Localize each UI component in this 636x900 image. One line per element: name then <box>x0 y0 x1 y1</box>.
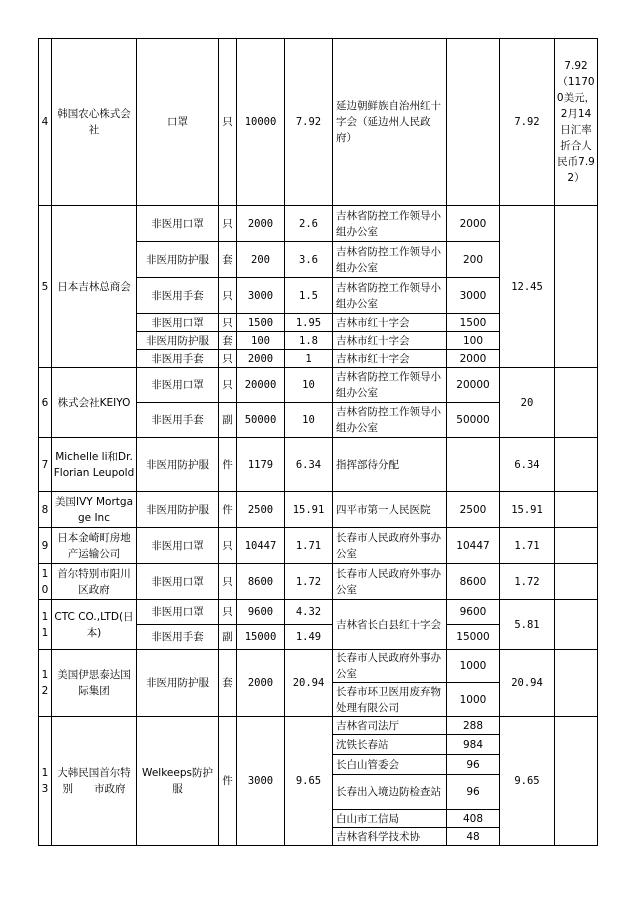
donor-cell: 韩国农心株式会社 <box>52 39 137 206</box>
value: 1.5 <box>285 278 333 314</box>
total: 1.71 <box>500 528 555 564</box>
item-name: 非医用口罩 <box>137 206 219 242</box>
note <box>555 438 598 492</box>
table-row <box>39 39 598 206</box>
recipient-quantity: 48 <box>447 828 500 846</box>
donor-cell: 株式会社KEIYO <box>52 368 137 438</box>
quantity: 2000 <box>237 350 285 368</box>
recipient-quantity: 96 <box>447 755 500 775</box>
donor-cell: 美国伊思泰达国际集团 <box>52 650 137 717</box>
recipient: 吉林省防控工作领导小组办公室 <box>333 206 447 242</box>
donor-cell: 大韩民国首尔特别 市政府 <box>52 717 137 846</box>
value: 1.8 <box>285 332 333 350</box>
value: 1.72 <box>285 564 333 600</box>
recipient: 长春市人民政府外事办公室 <box>333 528 447 564</box>
value: 2.6 <box>285 206 333 242</box>
item-name: 非医用手套 <box>137 403 219 438</box>
recipient: 吉林市红十字会 <box>333 314 447 332</box>
recipient-quantity: 3000 <box>447 278 500 314</box>
item-name: Welkeeps防护服 <box>137 717 219 846</box>
note <box>555 650 598 717</box>
quantity: 2500 <box>237 492 285 528</box>
table-row <box>39 528 598 564</box>
unit: 只 <box>219 206 237 242</box>
row-number: 11 <box>39 600 52 650</box>
recipient: 吉林省长白县红十字会 <box>333 600 447 650</box>
recipient: 吉林市红十字会 <box>333 350 447 368</box>
table-row <box>39 438 598 492</box>
recipient-quantity: 50000 <box>447 403 500 438</box>
total: 6.34 <box>500 438 555 492</box>
quantity: 20000 <box>237 368 285 403</box>
donor-cell: 日本吉林总商会 <box>52 206 137 368</box>
recipient: 吉林省科学技术协 <box>333 828 447 846</box>
quantity: 10447 <box>237 528 285 564</box>
value: 1.49 <box>285 625 333 650</box>
row-number: 4 <box>39 39 52 206</box>
recipient: 吉林省防控工作领导小组办公室 <box>333 403 447 438</box>
recipient-quantity: 20000 <box>447 368 500 403</box>
item-name: 非医用防护服 <box>137 438 219 492</box>
value: 1 <box>285 350 333 368</box>
unit: 套 <box>219 332 237 350</box>
table-row <box>39 600 598 625</box>
item-name: 非医用口罩 <box>137 600 219 625</box>
recipient: 长春市人民政府外事办公室 <box>333 650 447 683</box>
note <box>555 717 598 846</box>
quantity: 3000 <box>237 278 285 314</box>
item-name: 非医用防护服 <box>137 242 219 278</box>
note <box>555 368 598 438</box>
donor-cell: 首尔特别市阳川区政府 <box>52 564 137 600</box>
note <box>555 206 598 368</box>
recipient: 四平市第一人民医院 <box>333 492 447 528</box>
recipient-quantity: 1000 <box>447 650 500 683</box>
note <box>555 600 598 650</box>
recipient: 吉林省司法厅 <box>333 717 447 735</box>
item-name: 非医用防护服 <box>137 332 219 350</box>
total: 7.92 <box>500 39 555 206</box>
row-number: 13 <box>39 717 52 846</box>
value: 1.71 <box>285 528 333 564</box>
recipient-quantity: 15000 <box>447 625 500 650</box>
unit: 只 <box>219 278 237 314</box>
total: 1.72 <box>500 564 555 600</box>
recipient: 长白山管委会 <box>333 755 447 775</box>
recipient-quantity: 2000 <box>447 206 500 242</box>
item-name: 非医用手套 <box>137 625 219 650</box>
item-name: 非医用口罩 <box>137 528 219 564</box>
row-number: 6 <box>39 368 52 438</box>
value: 7.92 <box>285 39 333 206</box>
donor-cell: 日本金崎町房地产运输公司 <box>52 528 137 564</box>
note <box>555 564 598 600</box>
value: 20.94 <box>285 650 333 717</box>
unit: 只 <box>219 314 237 332</box>
value: 3.6 <box>285 242 333 278</box>
recipient-quantity: 200 <box>447 242 500 278</box>
row-number: 8 <box>39 492 52 528</box>
donor-cell: 美国IVY Mortgage Inc <box>52 492 137 528</box>
recipient: 吉林省防控工作领导小组办公室 <box>333 368 447 403</box>
unit: 件 <box>219 492 237 528</box>
quantity: 1500 <box>237 314 285 332</box>
recipient: 长春市环卫医用废弃物处理有限公司 <box>333 683 447 717</box>
item-name: 非医用手套 <box>137 350 219 368</box>
quantity: 3000 <box>237 717 285 846</box>
quantity: 100 <box>237 332 285 350</box>
note: 7.92（11700美元，2月14日汇率折合人民币7.92） <box>555 39 598 206</box>
recipient-quantity: 984 <box>447 735 500 755</box>
recipient-quantity: 2000 <box>447 350 500 368</box>
recipient-quantity: 1500 <box>447 314 500 332</box>
table-row <box>39 564 598 600</box>
row-number: 5 <box>39 206 52 368</box>
total: 5.81 <box>500 600 555 650</box>
note <box>555 492 598 528</box>
recipient: 白山市工信局 <box>333 810 447 828</box>
quantity: 15000 <box>237 625 285 650</box>
recipient-quantity: 1000 <box>447 683 500 717</box>
recipient: 指挥部待分配 <box>333 438 447 492</box>
unit: 只 <box>219 39 237 206</box>
unit: 只 <box>219 564 237 600</box>
unit: 副 <box>219 403 237 438</box>
value: 10 <box>285 403 333 438</box>
item-name: 口罩 <box>137 39 219 206</box>
table-row <box>39 368 598 403</box>
unit: 件 <box>219 438 237 492</box>
row-number: 9 <box>39 528 52 564</box>
unit: 件 <box>219 717 237 846</box>
row-number: 7 <box>39 438 52 492</box>
quantity: 200 <box>237 242 285 278</box>
table-row <box>39 717 598 735</box>
table-row <box>39 492 598 528</box>
quantity: 8600 <box>237 564 285 600</box>
unit: 套 <box>219 242 237 278</box>
recipient: 吉林省防控工作领导小组办公室 <box>333 278 447 314</box>
value: 10 <box>285 368 333 403</box>
quantity: 2000 <box>237 650 285 717</box>
recipient-quantity: 408 <box>447 810 500 828</box>
recipient: 长春市人民政府外事办公室 <box>333 564 447 600</box>
recipient-quantity: 10447 <box>447 528 500 564</box>
recipient-quantity: 288 <box>447 717 500 735</box>
quantity: 10000 <box>237 39 285 206</box>
recipient-quantity <box>447 39 500 206</box>
row-number: 12 <box>39 650 52 717</box>
recipient-quantity: 2500 <box>447 492 500 528</box>
donor-cell: Michelle li和Dr.Florian Leupold <box>52 438 137 492</box>
recipient: 沈铁长春站 <box>333 735 447 755</box>
recipient-quantity: 9600 <box>447 600 500 625</box>
unit: 副 <box>219 625 237 650</box>
donor-cell: CTC CO.,LTD(日本) <box>52 600 137 650</box>
recipient-quantity: 8600 <box>447 564 500 600</box>
recipient: 长春出入境边防检查站 <box>333 775 447 810</box>
item-name: 非医用防护服 <box>137 650 219 717</box>
recipient: 延边朝鲜族自治州红十字会（延边州人民政府） <box>333 39 447 206</box>
recipient-quantity <box>447 438 500 492</box>
quantity: 1179 <box>237 438 285 492</box>
value: 9.65 <box>285 717 333 846</box>
unit: 只 <box>219 368 237 403</box>
item-name: 非医用口罩 <box>137 314 219 332</box>
total: 12.45 <box>500 206 555 368</box>
table-row <box>39 650 598 683</box>
recipient-quantity: 96 <box>447 775 500 810</box>
recipient-quantity: 100 <box>447 332 500 350</box>
total: 20.94 <box>500 650 555 717</box>
value: 4.32 <box>285 600 333 625</box>
item-name: 非医用防护服 <box>137 492 219 528</box>
total: 15.91 <box>500 492 555 528</box>
unit: 套 <box>219 650 237 717</box>
value: 1.95 <box>285 314 333 332</box>
item-name: 非医用手套 <box>137 278 219 314</box>
unit: 只 <box>219 350 237 368</box>
donation-table <box>38 38 598 846</box>
value: 6.34 <box>285 438 333 492</box>
total: 20 <box>500 368 555 438</box>
total: 9.65 <box>500 717 555 846</box>
unit: 只 <box>219 600 237 625</box>
recipient: 吉林省防控工作领导小组办公室 <box>333 242 447 278</box>
recipient: 吉林市红十字会 <box>333 332 447 350</box>
row-number: 10 <box>39 564 52 600</box>
quantity: 9600 <box>237 600 285 625</box>
quantity: 2000 <box>237 206 285 242</box>
value: 15.91 <box>285 492 333 528</box>
item-name: 非医用口罩 <box>137 368 219 403</box>
quantity: 50000 <box>237 403 285 438</box>
note <box>555 528 598 564</box>
item-name: 非医用口罩 <box>137 564 219 600</box>
unit: 只 <box>219 528 237 564</box>
table-row <box>39 206 598 242</box>
